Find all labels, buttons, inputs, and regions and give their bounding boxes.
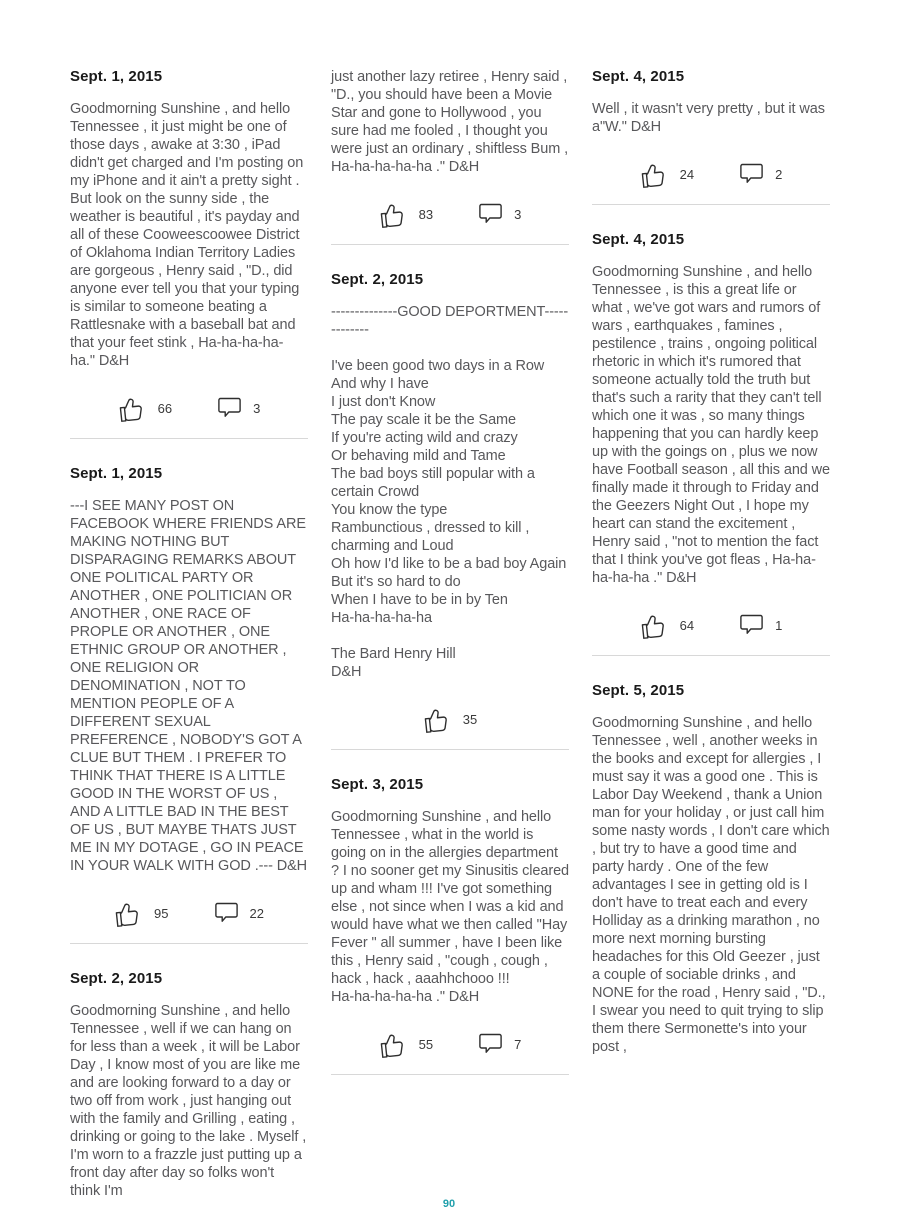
- comment-icon: [738, 162, 765, 186]
- columns: [70, 68, 830, 1206]
- post-paragraph: Well , it wasn't very pretty , but it was a"W." D&H: [592, 101, 825, 135]
- post-body: [592, 263, 830, 587]
- post-actions: [331, 705, 569, 733]
- post-line: The pay scale it be the Same: [331, 412, 516, 428]
- page-footer: [0, 1194, 898, 1212]
- like-count: 66: [157, 400, 173, 416]
- like-count: 55: [418, 1036, 434, 1052]
- post-line: The bad boys still popular with a certain Crowd: [331, 466, 535, 500]
- post-body: [592, 100, 830, 136]
- comment-group: [213, 901, 264, 925]
- post-paragraph: Goodmorning Sunshine , and hello Tennessee , it just might be one of those days , awake at 3:30 , iPad didn't get charged and I'm posting on my iPhone and it ain't a pretty sight . But look on the sunny side , the weather is beautiful , it's payday and all of these Cooweescoowee District of Oklahoma Indian Territory Ladies are gorgeous , Henry said , "D., did anyone ever tell you that your typing is similar to someone beating a Rattlesnake with a baseball bat and that your feet stink , Ha-ha-ha-ha-ha." D&H: [70, 101, 304, 369]
- post-date: Sept. 2, 2015: [331, 271, 424, 288]
- like-count: 95: [154, 905, 169, 921]
- post: [592, 231, 830, 656]
- post-line: D&H: [331, 664, 362, 680]
- comment-icon: [213, 901, 240, 925]
- post-date: Sept. 5, 2015: [592, 682, 685, 699]
- post-body: [592, 714, 830, 1056]
- comment-icon: [738, 613, 765, 637]
- post-line: When I have to be in by Ten: [331, 592, 508, 608]
- post-line: If you're acting wild and crazy: [331, 430, 518, 446]
- column-3: [592, 68, 830, 1206]
- post-paragraph: ---I SEE MANY POST ON FACEBOOK WHERE FRIENDS ARE MAKING NOTHING BUT DISPARAGING REMARKS ABOUT ONE POLITICAL PARTY OR ANOTHER , ONE POLITICIAN OR ANOTHER , ONE RACE OF PROPLE OR ANOTHER , ONE ETHNIC GROUP OR ANOTHER , ONE RELIGION OR DENOMINATION , NOT TO MENTION PEOPLE OF A DIFFERENT SEXUAL PREFERENCE , NOBODY'S GOT A CLUE BUT THEM . I PREFER TO THINK THAT THERE IS A LITTLE GOOD IN THE WORST OF US , AND A LITTLE BAD IN THE BEST OF US , BUT MAYBE THATS JUST ME IN MY DOTAGE , GO IN PEACE IN YOUR WALK WITH GOD .--- D&H: [70, 498, 308, 874]
- comment-count: 1: [775, 617, 783, 633]
- comment-count: 7: [514, 1036, 522, 1052]
- thumbs-up-icon: [379, 200, 409, 228]
- post-date: Sept. 1, 2015: [70, 68, 163, 85]
- like-group: [640, 611, 694, 639]
- comment-icon: [216, 396, 243, 420]
- post: [70, 465, 308, 944]
- post-line: Or behaving mild and Tame: [331, 448, 506, 464]
- post: [331, 776, 569, 1075]
- comment-icon: [477, 202, 504, 226]
- post-date: Sept. 4, 2015: [592, 231, 685, 248]
- post-paragraph: just another lazy retiree , Henry said , "D., you should have been a Movie Star and gone to Hollywood , you sure had me fooled , I thought you were just an ordinary , shiftless Bum , Ha-ha-ha-ha-ha ." D&H: [331, 69, 569, 175]
- comment-icon: [477, 1032, 504, 1056]
- post-line: Ha-ha-ha-ha-ha ." D&H: [331, 989, 480, 1005]
- post-line: Oh how I'd like to be a bad boy Again: [331, 556, 567, 572]
- post-line: But it's so hard to do: [331, 574, 461, 590]
- like-count: 83: [418, 206, 434, 222]
- column-2: [331, 68, 569, 1206]
- post-separator: [70, 438, 308, 439]
- post-actions: [70, 899, 308, 927]
- thumbs-up-icon: [379, 1030, 409, 1058]
- like-group: [118, 394, 172, 422]
- post-actions: [592, 160, 830, 188]
- post-paragraph: Goodmorning Sunshine , and hello Tennessee , well , another weeks in the books and except for allergies , I must say it was a good one . This is Labor Day Weekend , thank a Union man for your holiday , or just call him some nasty words , I don't care which , but try to have a good time and party hardy . One of the few advantages I see in getting old is I don't have to treat each and every Holliday as a drinking marathon , no more next morning bursting headaches for this Old Geezer , just a couple of sociable drinks , and NONE for the road , Henry said , "D., I swear you need to quit trying to slip them there Sermonette's into your post ,: [592, 715, 830, 1055]
- thumbs-up-icon: [640, 611, 670, 639]
- post-body: [331, 303, 569, 681]
- post-body: [70, 100, 308, 370]
- post: [592, 682, 830, 1056]
- post-separator: [331, 749, 569, 750]
- page-number: 90: [442, 1198, 456, 1210]
- post-separator: [331, 244, 569, 245]
- post-separator: [592, 204, 830, 205]
- like-count: 35: [462, 711, 478, 727]
- column-1: [70, 68, 308, 1206]
- post: [331, 68, 569, 245]
- post-paragraph: Goodmorning Sunshine , and hello Tennessee , is this a great life or what , we've got wars and rumors of wars , earthquakes , famines , pestilence , trains , ongoing political rhetoric in which it's rumored that someone actually told the truth but that's such a rarity that they can't tell which one it was , so many things happening that you can hardly keep up with the goings on , plus we now have Football season , all this and we finally made it through to Friday and the Geezers Night Out , I hope my heart can stand the excitement , Henry said , "not to mention the fact that I think you've got fleas , Ha-ha-ha-ha-ha ." D&H: [592, 264, 831, 586]
- post-line: Goodmorning Sunshine , and hello Tennessee , what in the world is going on in the allergies department ? I no sooner get my Sinusitis cleared up and wham !!! I've got something else , not since when I was a kid and would have what we then called "Hay Fever " all summer , have I been like this , Henry said , "cough , cough , hack , hack , aaahhchooo !!!: [331, 809, 569, 987]
- post-line: And why I have: [331, 376, 429, 392]
- post: [70, 970, 308, 1200]
- post-date: Sept. 2, 2015: [70, 970, 163, 987]
- post-line: Rambunctious , dressed to kill , charming and Loud: [331, 520, 530, 554]
- post-line: [331, 627, 569, 645]
- post-line: --------------GOOD DEPORTMENT-------------: [331, 304, 569, 338]
- post-line: The Bard Henry Hill: [331, 646, 456, 662]
- comment-count: 2: [775, 166, 783, 182]
- post-line: [331, 339, 569, 357]
- post-body: [70, 497, 308, 875]
- comment-count: 22: [249, 905, 264, 921]
- post-date: Sept. 3, 2015: [331, 776, 424, 793]
- thumbs-up-icon: [640, 160, 670, 188]
- post-body: [331, 68, 569, 176]
- like-group: [379, 200, 433, 228]
- comment-group: [216, 396, 260, 420]
- thumbs-up-icon: [423, 705, 453, 733]
- post-actions: [331, 1030, 569, 1058]
- post-line: I've been good two days in a Row: [331, 358, 545, 374]
- post-actions: [70, 394, 308, 422]
- like-group: [114, 899, 168, 927]
- post: [592, 68, 830, 205]
- post-body: [331, 808, 569, 1006]
- comment-count: 3: [514, 206, 522, 222]
- post-date: Sept. 4, 2015: [592, 68, 685, 85]
- post-actions: [331, 200, 569, 228]
- comment-group: [738, 613, 782, 637]
- post: [331, 271, 569, 750]
- post-line: Ha-ha-ha-ha-ha: [331, 610, 432, 626]
- post-actions: [592, 611, 830, 639]
- post-separator: [331, 1074, 569, 1075]
- like-group: [379, 1030, 433, 1058]
- thumbs-up-icon: [118, 394, 148, 422]
- post-paragraph: Goodmorning Sunshine , and hello Tennessee , well if we can hang on for less than a week , it will be Labor Day , I know most of you are like me and are looking forward to a day or two off from work , just hanging out with the family and Grilling , eating , drinking or going to the lake . Myself , I'm worn to a frazzle just putting up a front day after day so folks won't think I'm: [70, 1003, 307, 1199]
- post-date: Sept. 1, 2015: [70, 465, 163, 482]
- thumbs-up-icon: [114, 899, 144, 927]
- comment-group: [738, 162, 782, 186]
- like-group: [423, 705, 477, 733]
- comment-group: [477, 1032, 521, 1056]
- post-body: [70, 1002, 308, 1200]
- post-line: You know the type: [331, 502, 448, 518]
- post-separator: [70, 943, 308, 944]
- like-count: 24: [679, 166, 695, 182]
- post-line: I just don't Know: [331, 394, 436, 410]
- post: [70, 68, 308, 439]
- post-separator: [592, 655, 830, 656]
- comment-group: [477, 202, 521, 226]
- comment-count: 3: [253, 400, 261, 416]
- like-group: [640, 160, 694, 188]
- like-count: 64: [679, 617, 695, 633]
